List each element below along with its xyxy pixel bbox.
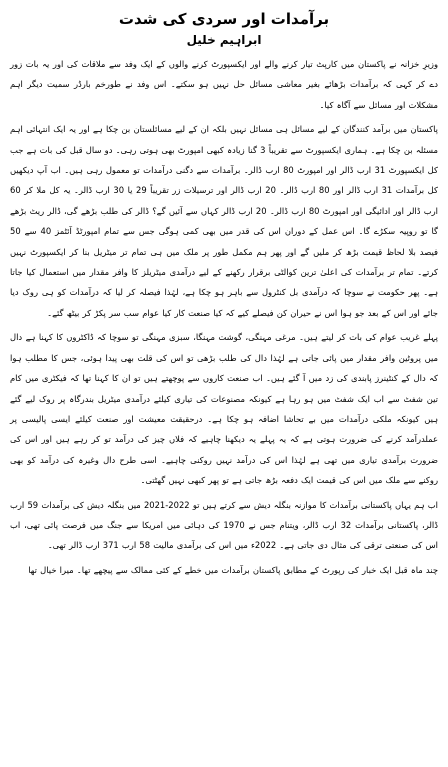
article-body xyxy=(10,54,438,580)
article-author: ابراہیم خلیل xyxy=(186,33,262,47)
paragraph: پاکستان میں برآمد کنندگان کے لیے مسائل ہی مسائل نہیں بلکہ ان کے لیے مسائلستان بن چکا ہے اور یہ ایک انتہائی اہم مسئلہ بن چکا ہے۔ ہماری ایکسپورٹ سے تقریباً 3 گنا زیادہ کبھی امپورٹ بھی ہوتی رہی۔ دو سال قبل کی بات ہے جب کل ایکسپورٹ 31 ارب ڈالر اور امپورٹ 80 ارب ڈالر۔ برآمدات سے دگنی درآمدات تو معمول رہی ہیں۔ اب آپ دیکھیں کل برآمدات 31 ارب ڈالر اور 80 ارب ڈالر۔ 20 ارب ڈالر اور ترسیلات زر تقریباً 29 یا 30 ارب ڈالر۔ یہ کل ملا کر 60 ارب ڈالر اور ادائیگی اور امپورٹ 80 ارب ڈالر۔ 20 ارب ڈالر کہاں سے آئیں گے؟ ڈالر کی طلب بڑھے گی، ڈالر ریٹ بڑھے گا تو روپیہ سکڑے گا۔ اس عمل کے دوران اس کی قدر میں بھی کمی ہوگی جس سے تمام امپورٹڈ آئٹمز 40 سے 50 فیصد بلا لحاظ قیمت بڑھ کر ملیں گے اور پھر ہم مکمل طور پر ملک میں ہی تمام تر میٹریل بنا کر ایکسپورٹ نہیں کرتے۔ تمام تر برآمدات کی اعلیٰ ترین کوالٹی برقرار رکھنے کے لیے درآمدی میٹریلز کا وافر مقدار میں استعمال کیا جاتا ہے۔ پھر حکومت نے سوچا کہ درآمدی بل کنٹرول سے باہر ہو چکا ہے، لہٰذا فیصلہ کر لیا کہ درآمدات کو ہی روک دیا جائے اور اس کے بعد جو ہوا اس نے حیران کن فیصلے کیے کہ کیا صنعت کار کیا عوام سب سر پکڑ کر بیٹھ گئے۔ xyxy=(10,124,439,318)
paragraph: اب ہم یہاں پاکستانی برآمدات کا موازنہ بنگلہ دیش سے کرتے ہیں تو 2022-2021 میں بنگلہ دیش کی برآمدات 59 ارب ڈالر، پاکستانی برآمدات 32 ارب ڈالر، ویتنام جس نے 1970 کی دہائی میں امریکا سے جنگ میں فرصت پائی تھی، اب اس کی صنعتی ترقی کی مثال دی جاتی ہے۔ 2022ء میں اس کی برآمدی مالیت 58 ارب 371 ارب ڈالر تھی۔ xyxy=(10,499,438,551)
article-title: برآمدات اور سردی کی شدت xyxy=(118,10,330,28)
paragraph: چند ماہ قبل ایک خبار کی رپورٹ کے مطابق پاکستان برآمدات میں خطے کے کئی ممالک سے پیچھے تھا۔ میرا خیال تھا xyxy=(28,564,438,575)
paragraph: پہلے غریب عوام کی بات کر لیتے ہیں۔ مرغی مہنگی، گوشت مہنگا، سبزی مہنگی تو سوچا کہ ڈاکٹروں کا کہنا ہے دال میں پروٹین وافر مقدار میں پائی جاتی ہے لہٰذا دال کی طلب بڑھی تو اس کی قلت بھی پیدا ہوئی، جس کا مطلب ہوا کہ دال کے کنٹینرز پابندی کی زد میں آ گئے ہیں۔ اب صنعت کاروں سے پوچھتے ہیں تو ان کا کہنا تھا کہ فیکٹری میں کام تین شفٹ سے اب ایک شفٹ میں ہو رہا ہے کیونکہ مصنوعات کی تیاری کیلئے درآمدی میٹریل بندرگاہ پر روک لیے گئے ہیں کیونکہ ملکی درآمدات میں بے تحاشا اضافہ ہو چکا ہے۔ درحقیقت معیشت اور صنعت کیلئے ایسی پالیسی پر عملدرآمد کرنے کی ضرورت ہوتی ہے کہ یہ پہلے یہ دیکھنا چاہیے کہ فلاں چیز کی درآمد تو کر رہے ہیں اور اس کی ضرورت برآمدی تیاری میں تھی ہے لہٰذا اس کی درآمد نہیں روکنی چاہیے۔ اسی طرح دال وغیرہ کی درآمد کو بھی روکنے سے ملک میں اس کی قیمت ایک دفعہ بڑھ جاتی ہے تو پھر کبھی نہیں گھٹتی۔ xyxy=(10,332,438,486)
paragraph: وزیرِ خزانہ نے پاکستان میں کارپٹ تیار کرنے والے اور ایکسپورٹ کرنے والوں کے ایک وفد سے ملاقات کی اور یہ بات زور دے کر کہی کہ برآمدات بڑھائے بغیر معاشی مسائل حل نہیں ہو سکتے۔ اس وفد نے طورخم بارڈر سمیت دیگر اہم مشکلات اور مسائل سے آگاہ کیا۔ xyxy=(10,59,438,110)
